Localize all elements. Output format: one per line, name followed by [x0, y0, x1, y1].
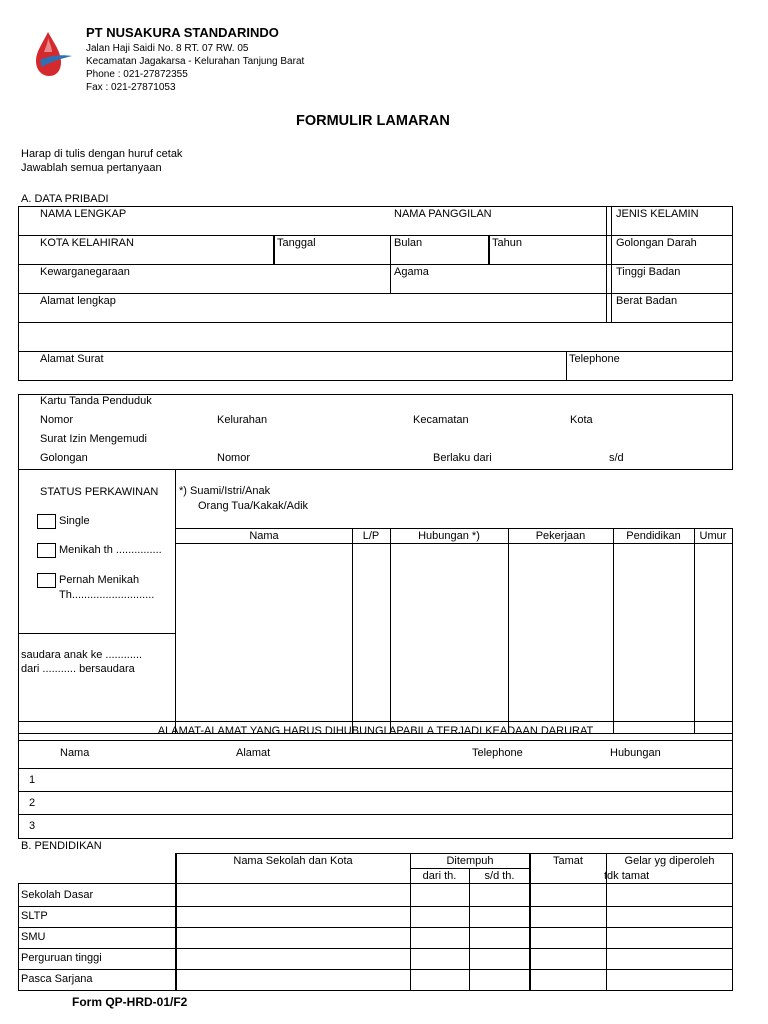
label-ktp-nomor: Nomor: [40, 414, 74, 426]
edu-row-pt: Perguruan tinggi: [21, 952, 102, 964]
emergency-row-2: 2: [29, 797, 36, 809]
family-col-nama: Nama: [249, 530, 279, 542]
label-telephone: Telephone: [569, 353, 620, 365]
label-pernah-menikah-th: Th...........................: [59, 589, 155, 601]
label-bersaudara: dari ........... bersaudara: [21, 663, 135, 675]
label-berlaku-dari: Berlaku dari: [433, 452, 492, 464]
edu-row-sd: Sekolah Dasar: [21, 889, 94, 901]
label-jenis-kelamin: JENIS KELAMIN: [616, 208, 699, 220]
label-saudara-anak-ke: saudara anak ke ............: [21, 649, 143, 661]
label-alamat-lengkap: Alamat lengkap: [40, 295, 116, 307]
label-kewarganegaraan: Kewarganegaraan: [40, 266, 130, 278]
label-agama: Agama: [394, 266, 429, 278]
emergency-heading: ALAMAT-ALAMAT YANG HARUS DIHUBUNGI APABILA TERJADI KEADAAN DARURAT: [157, 725, 594, 737]
label-kota-kelahiran: KOTA KELAHIRAN: [40, 237, 134, 249]
label-sim: Surat Izin Mengemudi: [40, 433, 147, 445]
family-col-lp: L/P: [362, 530, 380, 542]
section-a-heading: A. DATA PRIBADI: [21, 193, 109, 205]
instruction-2: Jawablah semua pertanyaan: [21, 162, 162, 174]
label-tanggal: Tanggal: [277, 237, 316, 249]
edu-row-smu: SMU: [21, 931, 46, 943]
label-sd: s/d: [609, 452, 624, 464]
marital-status-heading: STATUS PERKAWINAN: [40, 486, 159, 498]
label-ktp: Kartu Tanda Penduduk: [40, 395, 152, 407]
edu-col-dari-th: dari th.: [422, 870, 457, 882]
edu-col-tdk-tamat: tdk tamat: [604, 870, 650, 882]
family-col-hubungan: Hubungan *): [418, 530, 480, 542]
label-menikah: Menikah th ...............: [59, 544, 162, 556]
family-note-1: *) Suami/Istri/Anak: [179, 485, 271, 497]
label-kelurahan: Kelurahan: [217, 414, 268, 426]
company-address-line2: Kecamatan Jagakarsa - Kelurahan Tanjung Barat: [86, 56, 305, 67]
label-golongan: Golongan: [40, 452, 88, 464]
edu-col-nama-sekolah: Nama Sekolah dan Kota: [233, 855, 353, 867]
edu-col-tamat: Tamat: [553, 855, 583, 867]
label-single: Single: [59, 515, 90, 527]
form-code: Form QP-HRD-01/F2: [72, 995, 188, 1009]
label-berat-badan: Berat Badan: [616, 295, 678, 307]
emergency-col-hubungan: Hubungan: [610, 747, 661, 759]
label-kecamatan: Kecamatan: [413, 414, 469, 426]
emergency-row-3: 3: [29, 820, 36, 832]
edu-col-gelar: Gelar yg diperoleh: [624, 855, 715, 867]
checkbox-pernah-menikah[interactable]: [37, 573, 56, 588]
company-fax: Fax : 021-27871053: [86, 82, 176, 93]
family-col-pekerjaan: Pekerjaan: [535, 530, 586, 542]
family-col-pendidikan: Pendidikan: [626, 530, 681, 542]
family-col-umur: Umur: [699, 530, 727, 542]
instruction-1: Harap di tulis dengan huruf cetak: [21, 148, 183, 160]
emergency-col-alamat: Alamat: [236, 747, 271, 759]
family-note-2: Orang Tua/Kakak/Adik: [198, 500, 309, 512]
checkbox-menikah[interactable]: [37, 543, 56, 558]
edu-col-ditempuh: Ditempuh: [446, 855, 494, 867]
emergency-col-telephone: Telephone: [472, 747, 523, 759]
label-nama-panggilan: NAMA PANGGILAN: [394, 208, 492, 220]
label-golongan-darah: Golongan Darah: [616, 237, 697, 249]
label-kota: Kota: [570, 414, 593, 426]
edu-row-sltp: SLTP: [21, 910, 48, 922]
label-tinggi-badan: Tinggi Badan: [616, 266, 681, 278]
checkbox-single[interactable]: [37, 514, 56, 529]
edu-row-pasca: Pasca Sarjana: [21, 973, 93, 985]
label-alamat-surat: Alamat Surat: [40, 353, 104, 365]
form-title: FORMULIR LAMARAN: [296, 113, 450, 129]
company-address-line1: Jalan Haji Saidi No. 8 RT. 07 RW. 05: [86, 43, 249, 54]
label-nama-lengkap: NAMA LENGKAP: [40, 208, 127, 220]
company-logo: [30, 30, 76, 78]
emergency-col-nama: Nama: [60, 747, 90, 759]
company-phone: Phone : 021-27872355: [86, 69, 188, 80]
edu-col-sd-th: s/d th.: [484, 870, 515, 882]
section-b-heading: B. PENDIDIKAN: [21, 840, 102, 852]
label-bulan: Bulan: [394, 237, 423, 249]
label-sim-nomor: Nomor: [217, 452, 251, 464]
label-pernah-menikah: Pernah Menikah: [59, 574, 140, 586]
label-tahun: Tahun: [492, 237, 522, 249]
emergency-row-1: 1: [29, 774, 36, 786]
company-name: PT NUSAKURA STANDARINDO: [86, 25, 279, 40]
